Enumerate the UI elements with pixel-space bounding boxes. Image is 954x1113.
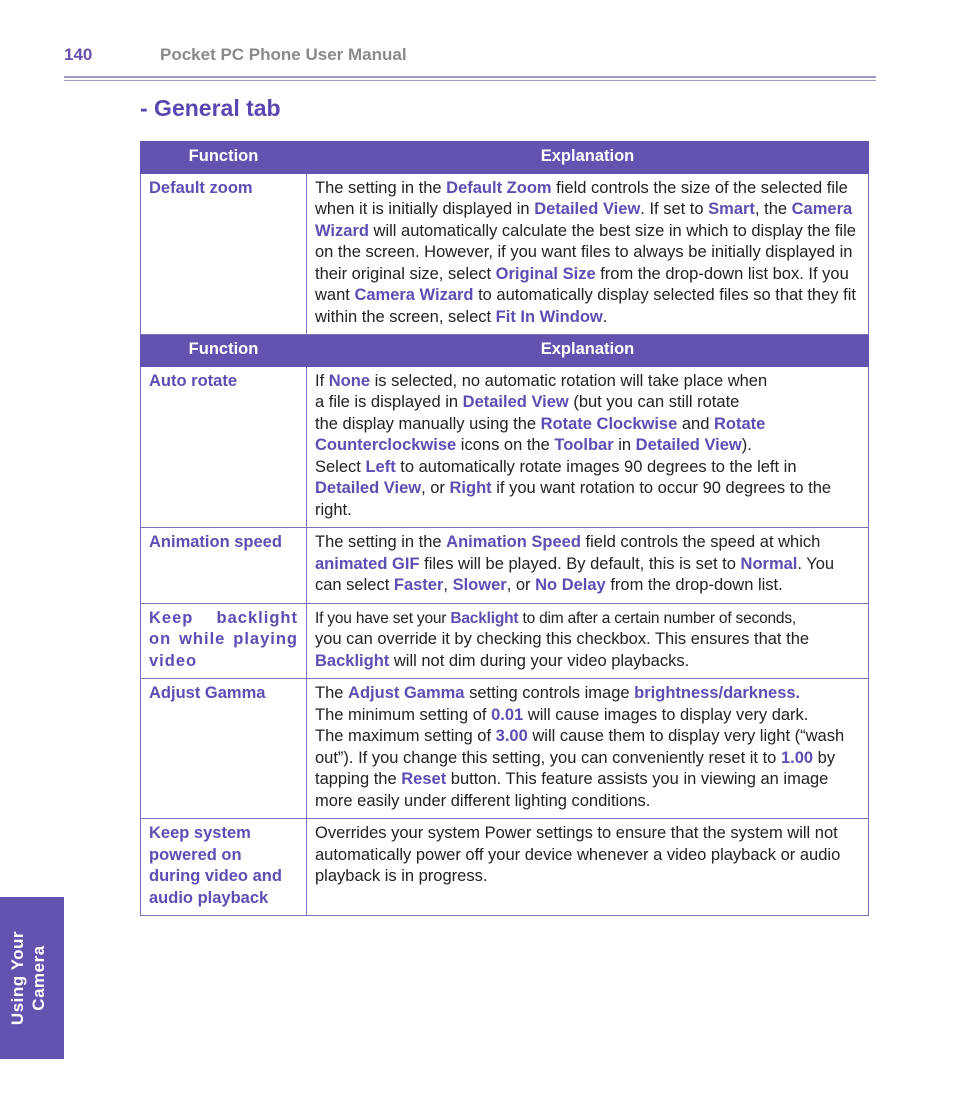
- highlighted-term: Detailed View: [534, 200, 641, 218]
- text-segment: setting controls image: [464, 684, 635, 702]
- text-segment: if you want rotation to occur 90 degrees to the right.: [315, 479, 832, 519]
- page-header: [64, 45, 876, 67]
- highlighted-term: Detailed View: [462, 393, 569, 411]
- text-segment: to dim after a certain number of seconds,: [518, 609, 796, 627]
- side-tab-label: [7, 898, 57, 1058]
- side-chapter-tab: [0, 897, 64, 1059]
- highlighted-term: Normal: [740, 554, 798, 573]
- text-segment: will cause images to display very dark.: [523, 705, 809, 724]
- highlighted-term: Left: [365, 457, 396, 476]
- table-row: [141, 819, 869, 916]
- function-cell: Keep backlight on while playing video: [141, 603, 307, 679]
- highlighted-term: Fit In Window: [495, 307, 603, 326]
- text-segment: is selected, no automatic rotation will take place when: [370, 371, 768, 390]
- table-row: [141, 603, 869, 679]
- text-segment: The maximum setting of: [315, 727, 496, 745]
- highlighted-term: Default Zoom: [446, 178, 552, 197]
- text-segment: Overrides your system Power settings to ensure that the system will not automatically power off your device whenever a video playback or audio playback is in progress.: [315, 824, 841, 885]
- text-segment: (but you can still rotate: [568, 393, 740, 411]
- text-segment: icons on the: [456, 436, 555, 454]
- highlighted-term: 1.00: [780, 748, 814, 767]
- column-header-explanation: Explanation: [307, 142, 869, 174]
- section-title: - General tab: [140, 95, 281, 121]
- highlighted-term: Rotate Counterclockwise: [315, 414, 766, 454]
- highlighted-term: Backlight: [450, 609, 519, 627]
- text-segment: to automatically rotate images 90 degrees to the left in: [395, 457, 797, 476]
- text-segment: The: [315, 684, 349, 702]
- settings-table: [140, 141, 869, 916]
- table-header-row: [141, 142, 869, 174]
- highlighted-term: Camera Wizard: [315, 200, 853, 240]
- explanation-cell: [307, 173, 869, 335]
- text-segment: ).: [741, 436, 752, 454]
- highlighted-term: Toolbar: [554, 436, 614, 454]
- text-segment: from the drop-down list box. If you want: [315, 264, 849, 304]
- text-segment: , or: [421, 479, 450, 497]
- side-tab-line: Using Your: [8, 930, 27, 1026]
- text-segment: the display manually using the: [315, 414, 541, 433]
- header-rule-thin: [64, 80, 876, 81]
- text-segment: . If set to: [640, 200, 709, 218]
- text-segment: a file is displayed in: [315, 393, 463, 411]
- text-segment: field controls the size of the selected file when it is initially displayed in: [315, 178, 848, 218]
- text-segment: , the: [754, 200, 792, 218]
- column-header-function: Function: [141, 142, 307, 174]
- text-segment: ,: [443, 576, 453, 594]
- column-header-explanation: Explanation: [307, 335, 869, 367]
- table-row: [141, 173, 869, 335]
- explanation-cell: [307, 679, 869, 819]
- function-cell: Default zoom: [141, 173, 307, 335]
- column-header-function: Function: [141, 335, 307, 367]
- text-segment: Select: [315, 457, 366, 476]
- explanation-cell: [307, 603, 869, 679]
- highlighted-term: Detailed View: [635, 436, 742, 454]
- header-rule: [64, 76, 876, 78]
- text-segment: by tapping the: [315, 748, 836, 788]
- function-cell: Keep system powered on during video and audio playback: [141, 819, 307, 916]
- function-cell: Adjust Gamma: [141, 679, 307, 819]
- highlighted-term: Backlight: [315, 651, 390, 670]
- highlighted-term: Detailed View: [315, 479, 422, 497]
- highlighted-term: animated GIF: [315, 554, 420, 573]
- function-cell: Auto rotate: [141, 366, 307, 528]
- table-row: [141, 679, 869, 819]
- highlighted-term: Right: [449, 479, 492, 497]
- text-segment: , or: [506, 576, 536, 594]
- text-segment: If you have set your: [315, 609, 451, 627]
- highlighted-term: brightness/darkness.: [634, 684, 801, 702]
- highlighted-term: Rotate Clockwise: [540, 414, 678, 433]
- book-title: Pocket PC Phone User Manual: [160, 45, 407, 64]
- text-segment: field controls the speed at which: [580, 533, 821, 551]
- highlighted-term: No Delay: [535, 576, 606, 594]
- text-segment: will automatically calculate the best size in which to display the file on the screen. However, if you want files to always be initially displayed in their original size, select: [315, 221, 856, 283]
- highlighted-term: Smart: [708, 200, 755, 218]
- text-segment: files will be played. By default, this is set to: [419, 554, 741, 573]
- table-row: [141, 366, 869, 528]
- text-segment: The minimum setting of: [315, 705, 492, 724]
- text-segment: . You can select: [315, 554, 835, 594]
- text-segment: and: [677, 414, 714, 433]
- text-segment: will cause them to display very light (“wash out”). If you change this setting, you can conveniently reset it to: [315, 727, 845, 767]
- text-segment: button. This feature assists you in viewing an image more easily under different lighting conditions.: [315, 770, 829, 810]
- text-segment: The setting in the: [315, 533, 447, 551]
- highlighted-term: Faster: [393, 576, 444, 594]
- highlighted-term: Original Size: [495, 264, 596, 283]
- text-segment: from the drop-down list.: [605, 576, 783, 594]
- text-segment: in: [613, 436, 636, 454]
- highlighted-term: 3.00: [495, 727, 528, 745]
- highlighted-term: 0.01: [491, 705, 524, 724]
- function-cell: Animation speed: [141, 528, 307, 604]
- text-segment: If: [315, 371, 329, 390]
- highlighted-term: Slower: [452, 576, 507, 594]
- highlighted-term: None: [328, 371, 371, 390]
- highlighted-term: Camera Wizard: [354, 286, 474, 304]
- highlighted-term: Animation Speed: [446, 533, 581, 551]
- text-segment: .: [602, 307, 608, 326]
- text-segment: to automatically display selected files so that they fit within the screen, select: [315, 286, 856, 326]
- text-segment: The setting in the: [315, 178, 447, 197]
- table-header-row: [141, 335, 869, 367]
- text-segment: you can override it by checking this checkbox. This ensures that the: [315, 630, 810, 648]
- highlighted-term: Adjust Gamma: [348, 684, 465, 702]
- explanation-cell: [307, 528, 869, 604]
- table-row: [141, 528, 869, 604]
- highlighted-term: Reset: [401, 770, 447, 788]
- page-number: 140: [64, 45, 93, 64]
- text-segment: will not dim during your video playbacks.: [389, 651, 690, 670]
- explanation-cell: [307, 819, 869, 916]
- side-tab-line: Camera: [29, 945, 48, 1011]
- explanation-cell: [307, 366, 869, 528]
